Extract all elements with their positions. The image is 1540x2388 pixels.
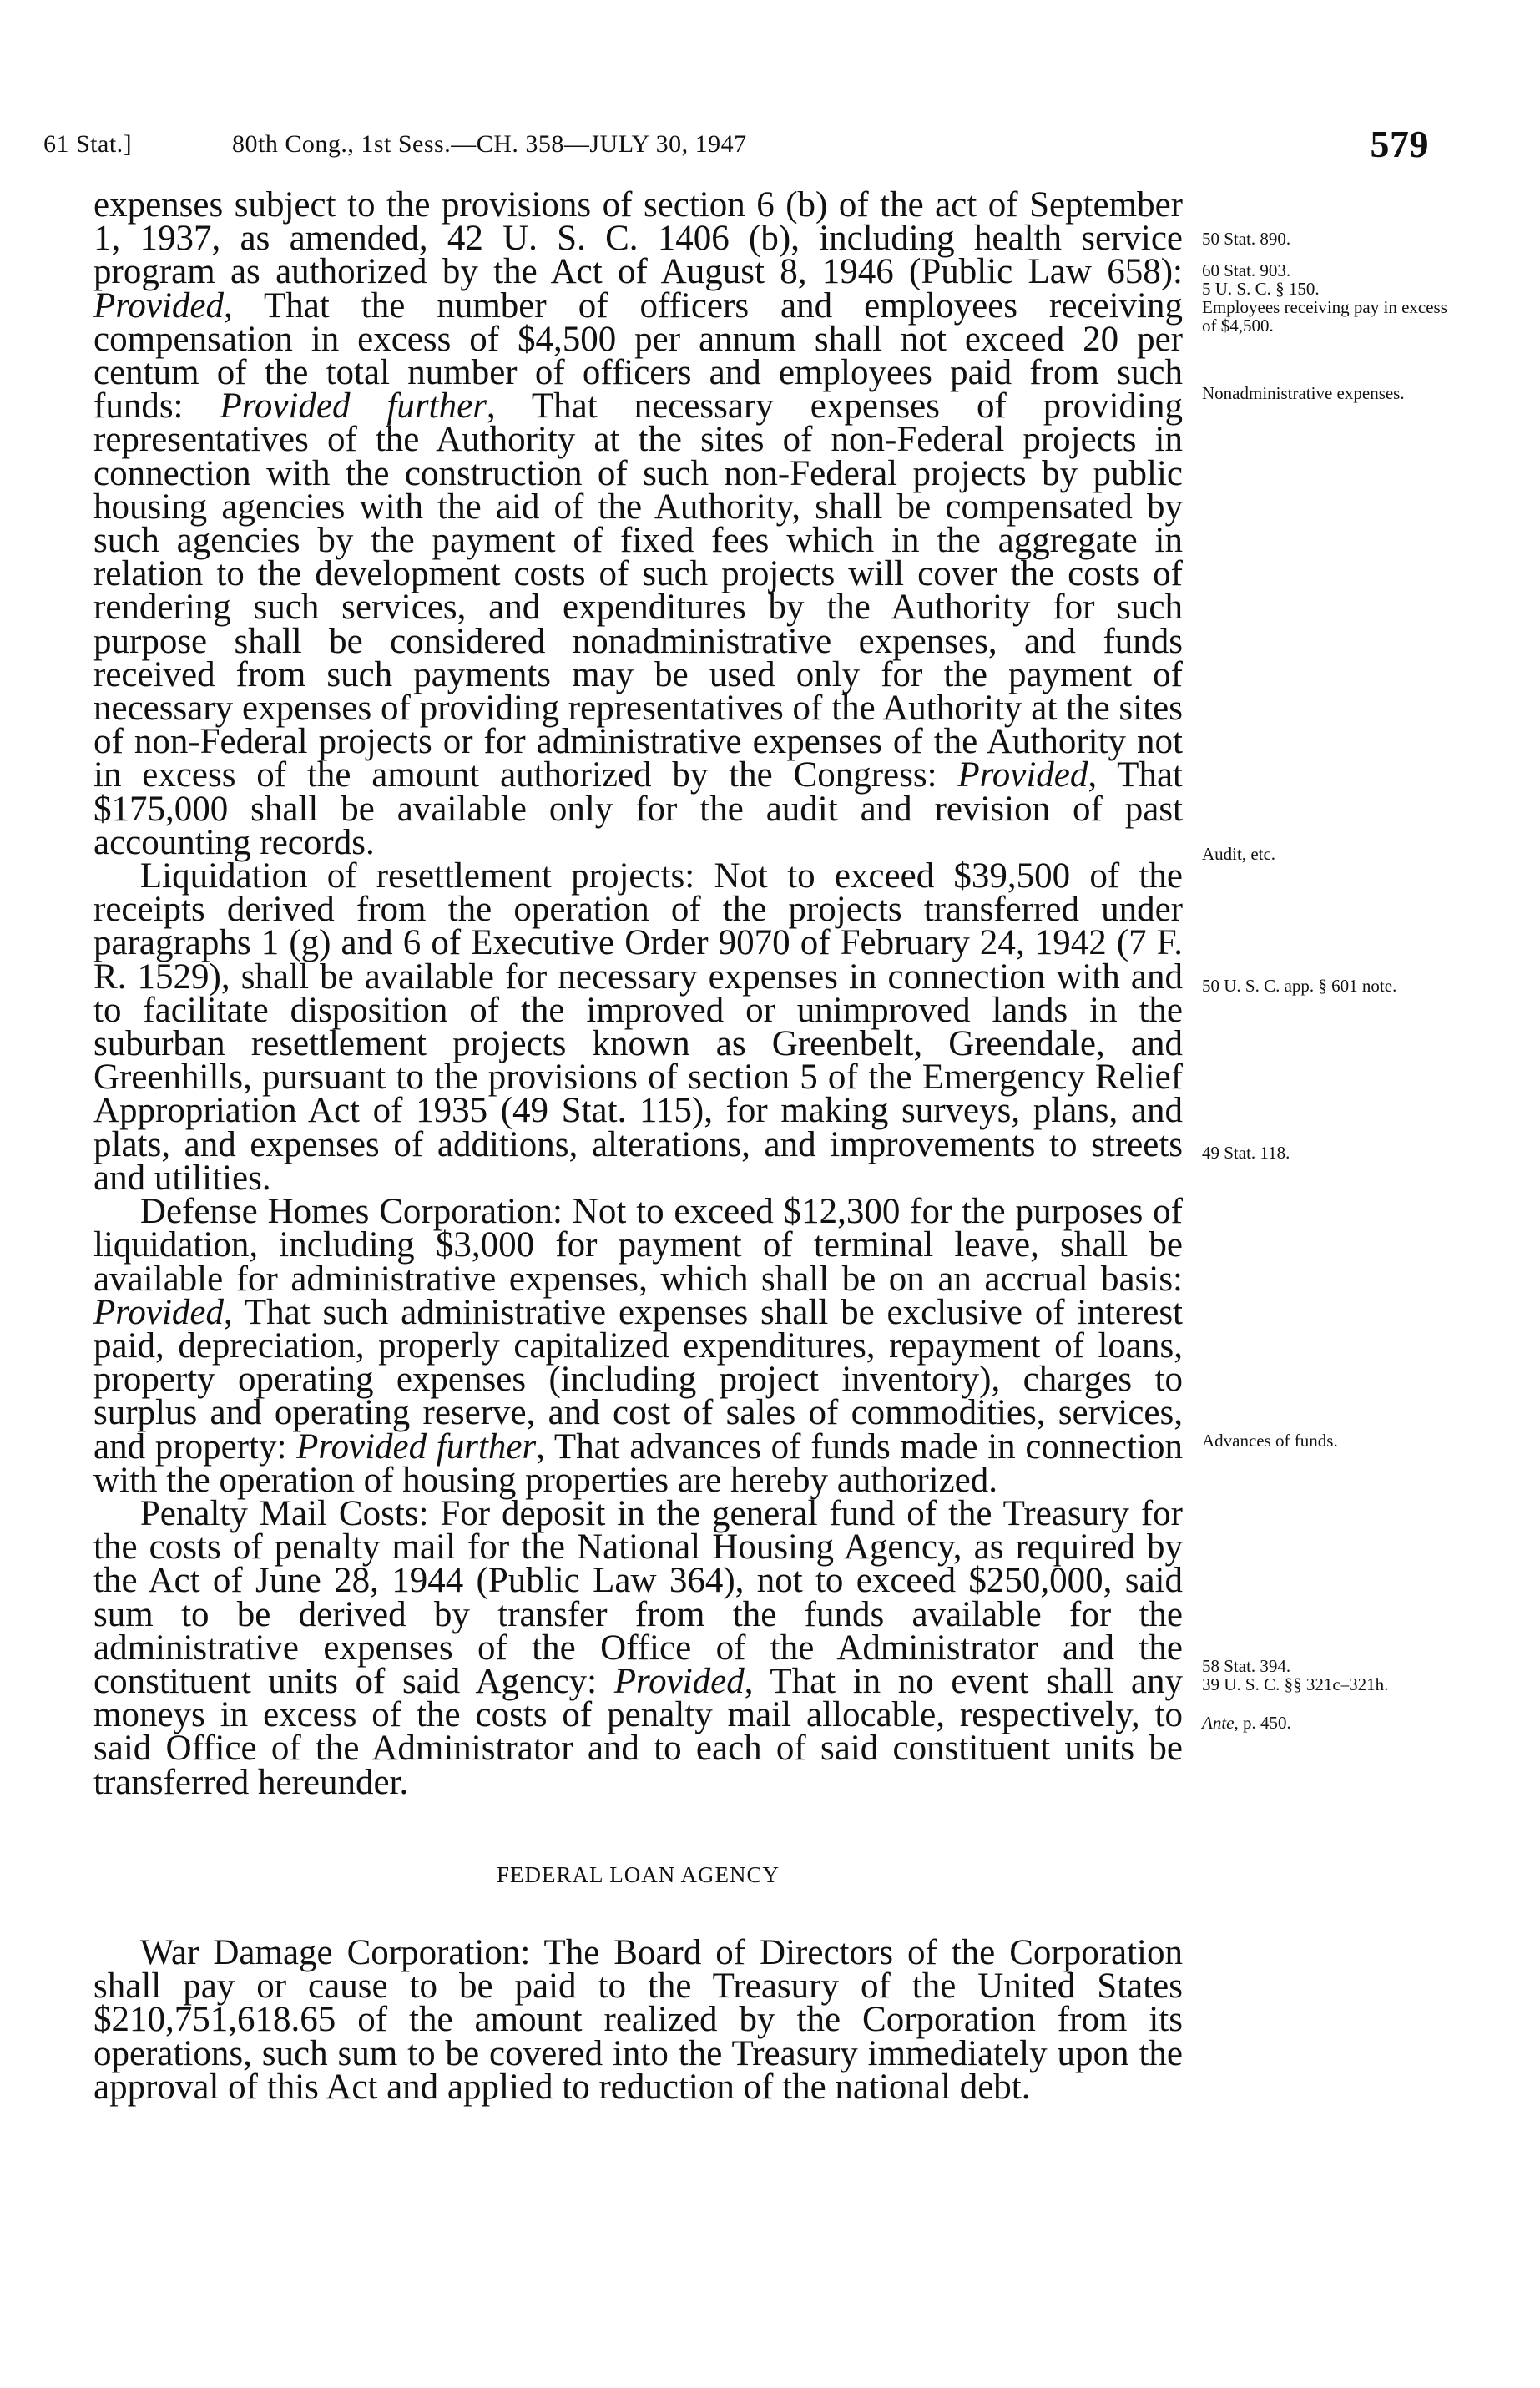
paragraph-penalty-mail (93, 1493, 1183, 1802)
page-number: 579 (1370, 123, 1429, 165)
margin-note: Audit, etc. (1202, 844, 1276, 864)
italic-proviso: Provided (613, 1661, 745, 1701)
margin-note: 49 Stat. 118. (1202, 1143, 1290, 1163)
text-run: Defense Homes Corporation: Not to exceed $12,300 for the purposes of liquidation, including $3,000 for payment of terminal leave, shall be available for administrative expenses, which shall be on an accrual basis: (93, 1192, 1183, 1299)
text-run: , That advances of funds made in connection with the operation of housing properties are hereby authorized. (93, 1426, 1184, 1500)
text-run: , That necessary expenses of providing representatives of the Authority at the sites of non-Federal projects in connection with the construction of such non-Federal projects by public housing agencies with the aid of the Authority, shall be compensated by such agencies by the payment of fixed fees which in the aggregate in relation to the development costs of such projects will cover the costs of rendering such services, and expenditures by the Authority for such purpose shall be considered nonadministrative expenses, and funds received from such payments may be used only for the payment of necessary expenses of providing representatives of the Authority at the sites of non-Federal projects or for administrative expenses of the Authority not in excess of the amount authorized by the Congress: (93, 386, 1183, 795)
margin-note: 5 U. S. C. § 150. (1202, 279, 1320, 299)
text-run: , p. 450. (1234, 1713, 1291, 1733)
text-run: Ante (1202, 1713, 1235, 1733)
margin-note: Advances of funds. (1202, 1431, 1338, 1451)
italic-proviso: Provided further (220, 386, 487, 427)
main-text-column (93, 185, 1184, 2107)
paragraph-war-damage-corporation: War Damage Corporation: The Board of Directors of the Corporation shall pay or cause to be paid to the Treasury of the United States $210,751,618.65 of the amount realized by the Corporation from its operations, such sum to be covered into the Treasury immediately upon the approval of this Act and applied to reduction of the national debt. (93, 1932, 1183, 2107)
margin-note (1202, 1714, 1452, 1732)
margin-note: Employees receiving pay in excess of $4,500. (1202, 297, 1447, 336)
margin-note: 58 Stat. 394. (1202, 1656, 1291, 1676)
italic-proviso: Provided (957, 755, 1088, 795)
section-heading: FEDERAL LOAN AGENCY (497, 1861, 780, 1887)
margin-note: 60 Stat. 903. (1202, 260, 1291, 280)
text-run: expenses subject to the provisions of section 6 (b) of the act of September 1, 1937, as amended, 42 U. S. C. 1406 (b), including health service program as authorized by the Act of August 8, 1946 (Public Law 658): (93, 185, 1183, 292)
paragraph-defense-homes (93, 1192, 1184, 1500)
text-run: , That $175,000 shall be available only for the audit and revision of past accounting records. (93, 755, 1183, 862)
margin-note: 50 Stat. 890. (1202, 229, 1291, 249)
paragraph-housing-authority-expenses (93, 185, 1183, 862)
text-run: , That such administrative expenses shall be exclusive of interest paid, depreciation, properly capitalized expenditures, repayment of loans, property operating expenses (including project inventory), charges to surplus and operating reserve, and cost of sales of commodities, services, and property: (93, 1292, 1183, 1467)
paragraph-resettlement-projects: Liquidation of resettlement projects: Not to exceed $39,500 of the receipts derived from the operation of the projects transferred under paragraphs 1 (g) and 6 of Executive Order 9070 of February 24, 1942 (7 F. R. 1529), shall be available for necessary expenses in connection with and to facilitate disposition of the improved or unimproved lands in the suburban resettlement projects known as Greenbelt, Greendale, and Greenhills, pursuant to the provisions of section 5 of the Emergency Relief Appropriation Act of 1935 (49 Stat. 115), for making surveys, plans, and plats, and expenses of additions, alterations, and improvements to streets and utilities. (93, 856, 1183, 1198)
margin-note: 50 U. S. C. app. § 601 note. (1202, 976, 1397, 996)
margin-note: Nonadministrative expenses. (1202, 383, 1405, 403)
italic-proviso: Provided (93, 1292, 225, 1332)
text-run: , That the number of officers and employees receiving compensation in excess of $4,500 per annum shall not exceed 20 per centum of the total number of officers and employees paid from such funds: (93, 285, 1183, 427)
text-run: , That in no event shall any moneys in excess of the costs of penalty mail allocable, respectively, to said Office of the Administrator and to each of said constituent units be transferred hereunder. (93, 1661, 1183, 1802)
session-chapter-date: 80th Cong., 1st Sess.—CH. 358—JULY 30, 1947 (232, 130, 747, 158)
italic-proviso: Provided (93, 285, 225, 326)
italic-proviso: Provided further (296, 1426, 537, 1467)
page-header (43, 122, 1429, 172)
statute-volume: 61 Stat.] (43, 130, 133, 158)
text-run: Penalty Mail Costs: For deposit in the general fund of the Treasury for the costs of penalty mail for the National Housing Agency, as required by the Act of June 28, 1944 (Public Law 364), not to exceed $250,000, said sum to be derived by transfer from the funds available for the administrative expenses of the Office of the Administrator and the constituent units of said Agency: (93, 1493, 1183, 1701)
margin-note: 39 U. S. C. §§ 321c–321h. (1202, 1674, 1389, 1694)
